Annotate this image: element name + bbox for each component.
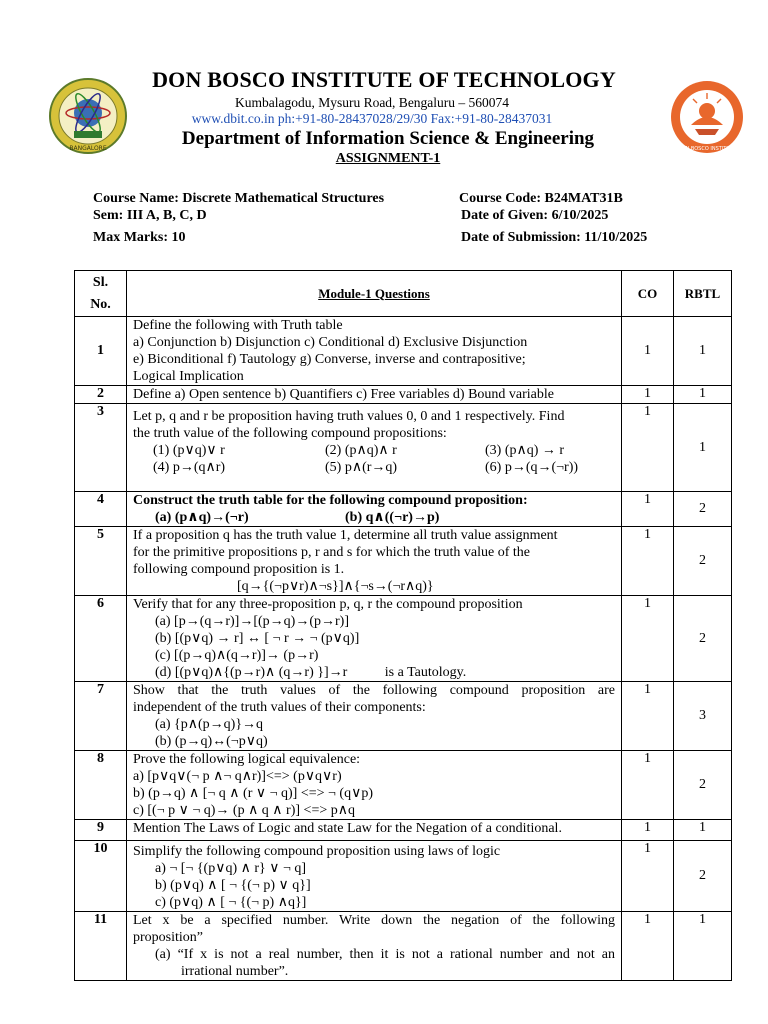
question-line: Let x be a specified number. Write down the negation of the following — [133, 913, 615, 928]
question-parts — [133, 509, 615, 526]
row-co: 1 — [622, 527, 674, 596]
question-line: Verify that for any three-proposition p, q, r the compound proposition — [133, 597, 523, 612]
row-co: 1 — [622, 682, 674, 751]
row-sl: 4 — [75, 492, 127, 527]
row-co: 1 — [622, 492, 674, 527]
question-line: Show that the truth values of the following compound proposition are — [133, 683, 615, 698]
question-item: b) (p∨q) ∧ [ ¬ {(¬ p) ∨ q}] — [155, 878, 311, 893]
question-item: c) (p∨q) ∧ [ ¬ {(¬ p) ∧q}] — [155, 895, 307, 910]
question-line: Simplify the following compound proposition using laws of logic — [133, 844, 501, 859]
row-sl: 6 — [75, 596, 127, 682]
question-line: Mention The Laws of Logic and state Law for the Negation of a conditional. — [133, 821, 562, 836]
question-item: irrational number”. — [181, 964, 289, 979]
header-sl-no: Sl. No. — [75, 271, 127, 317]
row-co: 1 — [622, 404, 674, 492]
question-item: (a) “If x is not a real number, then it is not a rational number and not an — [155, 947, 615, 962]
row-rbtl: 1 — [674, 912, 732, 981]
row-co: 1 — [622, 912, 674, 981]
question-text — [127, 527, 622, 596]
question-line: independent of the truth values of their components: — [133, 700, 426, 715]
row-co: 1 — [622, 841, 674, 912]
row-co: 1 — [622, 317, 674, 386]
question-line: Define a) Open sentence b) Quantifiers c) Free variables d) Bound variable — [133, 387, 554, 402]
question-line: following compound proposition is 1. — [133, 562, 345, 577]
question-line: Construct the truth table for the following compound proposition: — [133, 493, 528, 508]
table-row — [75, 317, 732, 386]
row-sl: 3 — [75, 404, 127, 492]
proposition-item: (6) p→(q→(¬r)) — [485, 460, 579, 475]
question-text — [127, 492, 622, 527]
header-questions: Module-1 Questions — [127, 271, 622, 317]
question-line: the truth value of the following compound propositions: — [133, 426, 447, 441]
table-row — [75, 841, 732, 912]
department-name: Department of Information Science & Engineering — [181, 128, 595, 149]
row-rbtl: 3 — [674, 682, 732, 751]
question-line: Prove the following logical equivalence: — [133, 752, 361, 767]
row-co: 1 — [622, 751, 674, 820]
institute-name: DON BOSCO INSTITUTE OF TECHNOLOGY — [152, 67, 616, 92]
row-rbtl: 2 — [674, 596, 732, 682]
table-header-row — [75, 271, 732, 317]
proposition-item: (1) (p∨q)∨ r — [153, 443, 225, 458]
question-line: Define the following with Truth table — [133, 318, 343, 333]
question-text — [127, 682, 622, 751]
question-item: (c) [(p→q)∧(q→r)]→ (p→r) — [155, 648, 319, 663]
question-text — [127, 386, 622, 404]
row-sl: 8 — [75, 751, 127, 820]
question-text — [127, 751, 622, 820]
row-co: 1 — [622, 820, 674, 841]
proposition-item: (3) (p∧q) → r — [485, 443, 565, 458]
institute-contact[interactable]: www.dbit.co.in ph:+91-80-28437028/29/30 Fax:+91-80-28437031 — [191, 111, 553, 126]
row-sl: 7 — [75, 682, 127, 751]
row-rbtl: 1 — [674, 386, 732, 404]
date-submission: Date of Submission: 11/10/2025 — [461, 230, 648, 245]
question-tail: is a Tautology. — [384, 665, 467, 680]
table-row — [75, 492, 732, 527]
date-given: Date of Given: 6/10/2025 — [461, 208, 609, 223]
question-text — [127, 317, 622, 386]
header-rbtl: RBTL — [674, 271, 732, 317]
proposition-grid-row — [133, 442, 615, 459]
logo-right-text: DON BOSCO INSTITUTE — [677, 146, 737, 152]
row-sl: 1 — [75, 317, 127, 386]
question-line: Let p, q and r be proposition having truth values 0, 0 and 1 respectively. Find — [133, 409, 565, 424]
question-text — [127, 841, 622, 912]
question-item-row — [133, 664, 615, 681]
question-line: Logical Implication — [133, 369, 244, 384]
question-text — [127, 820, 622, 841]
course-name: Course Name: Discrete Mathematical Structures — [93, 191, 385, 206]
question-part: (b) q∧((¬r)→p) — [345, 510, 440, 525]
proposition-item: (4) p→(q∧r) — [153, 460, 226, 475]
institute-address: Kumbalagodu, Mysuru Road, Bengaluru – 560074 — [234, 95, 510, 110]
question-item: (d) [(p∨q)∧{(p→r)∧ (q→r) }]→r — [155, 665, 348, 680]
assignment-title: ASSIGNMENT-1 — [335, 151, 441, 166]
row-sl: 10 — [75, 841, 127, 912]
row-co: 1 — [622, 386, 674, 404]
row-rbtl: 2 — [674, 751, 732, 820]
table-row — [75, 751, 732, 820]
question-line: proposition” — [133, 930, 203, 945]
table-row — [75, 527, 732, 596]
row-rbtl: 1 — [674, 404, 732, 492]
semester: Sem: III A, B, C, D — [93, 208, 207, 223]
row-rbtl: 1 — [674, 317, 732, 386]
row-rbtl: 2 — [674, 841, 732, 912]
question-text — [127, 596, 622, 682]
table-row — [75, 404, 732, 492]
questions-table — [74, 270, 732, 981]
logo-left-text: BANGALORE — [69, 145, 107, 152]
question-text — [127, 404, 622, 492]
row-sl: 9 — [75, 820, 127, 841]
question-line: If a proposition q has the truth value 1, determine all truth value assignment — [133, 528, 558, 543]
question-line: c) [(¬ p ∨ ¬ q)→ (p ∧ q ∧ r)] <=> p∧q — [133, 803, 355, 818]
question-line: a) Conjunction b) Disjunction c) Conditional d) Exclusive Disjunction — [133, 335, 528, 350]
question-text — [127, 912, 622, 981]
proposition-grid-row — [133, 459, 615, 476]
row-sl: 5 — [75, 527, 127, 596]
table-row — [75, 596, 732, 682]
question-item: (b) [(p∨q) → r] ↔ [ ¬ r → ¬ (p∨q)] — [155, 631, 360, 646]
table-row — [75, 386, 732, 404]
row-co: 1 — [622, 596, 674, 682]
question-item: a) ¬ [¬ {(p∨q) ∧ r} ∨ ¬ q] — [155, 861, 307, 876]
question-part: (a) (p∧q)→(¬r) — [155, 510, 249, 525]
table-row — [75, 682, 732, 751]
row-rbtl: 2 — [674, 492, 732, 527]
proposition-item: (2) (p∧q)∧ r — [325, 443, 397, 458]
question-line: e) Biconditional f) Tautology g) Converse, inverse and contrapositive; — [133, 352, 526, 367]
row-rbtl: 1 — [674, 820, 732, 841]
max-marks: Max Marks: 10 — [93, 230, 186, 245]
header-co: CO — [622, 271, 674, 317]
table-row — [75, 912, 732, 981]
question-line: b) (p→q) ∧ [¬ q ∧ (r ∨ ¬ q)] <=> ¬ (q∨p) — [133, 786, 373, 801]
question-item: (a) [p→(q→r)]→[(p→q)→(p→r)] — [155, 614, 349, 629]
proposition-item: (5) p∧(r→q) — [325, 460, 398, 475]
row-rbtl: 2 — [674, 527, 732, 596]
table-row — [75, 820, 732, 841]
row-sl: 11 — [75, 912, 127, 981]
course-code: Course Code: B24MAT31B — [459, 191, 623, 206]
question-item: (a) {p∧(p→q)}→q — [155, 717, 264, 732]
question-item: (b) (p→q)↔(¬p∨q) — [155, 734, 268, 749]
question-line: for the primitive propositions p, r and s for which the truth value of the — [133, 545, 530, 560]
question-formula: [q→{(¬p∨r)∧¬s}]∧{¬s→(¬r∧q)} — [237, 579, 434, 594]
row-sl: 2 — [75, 386, 127, 404]
question-line: a) [p∨q∨(¬ p ∧¬ q∧r)]<=> (p∨q∨r) — [133, 769, 342, 784]
